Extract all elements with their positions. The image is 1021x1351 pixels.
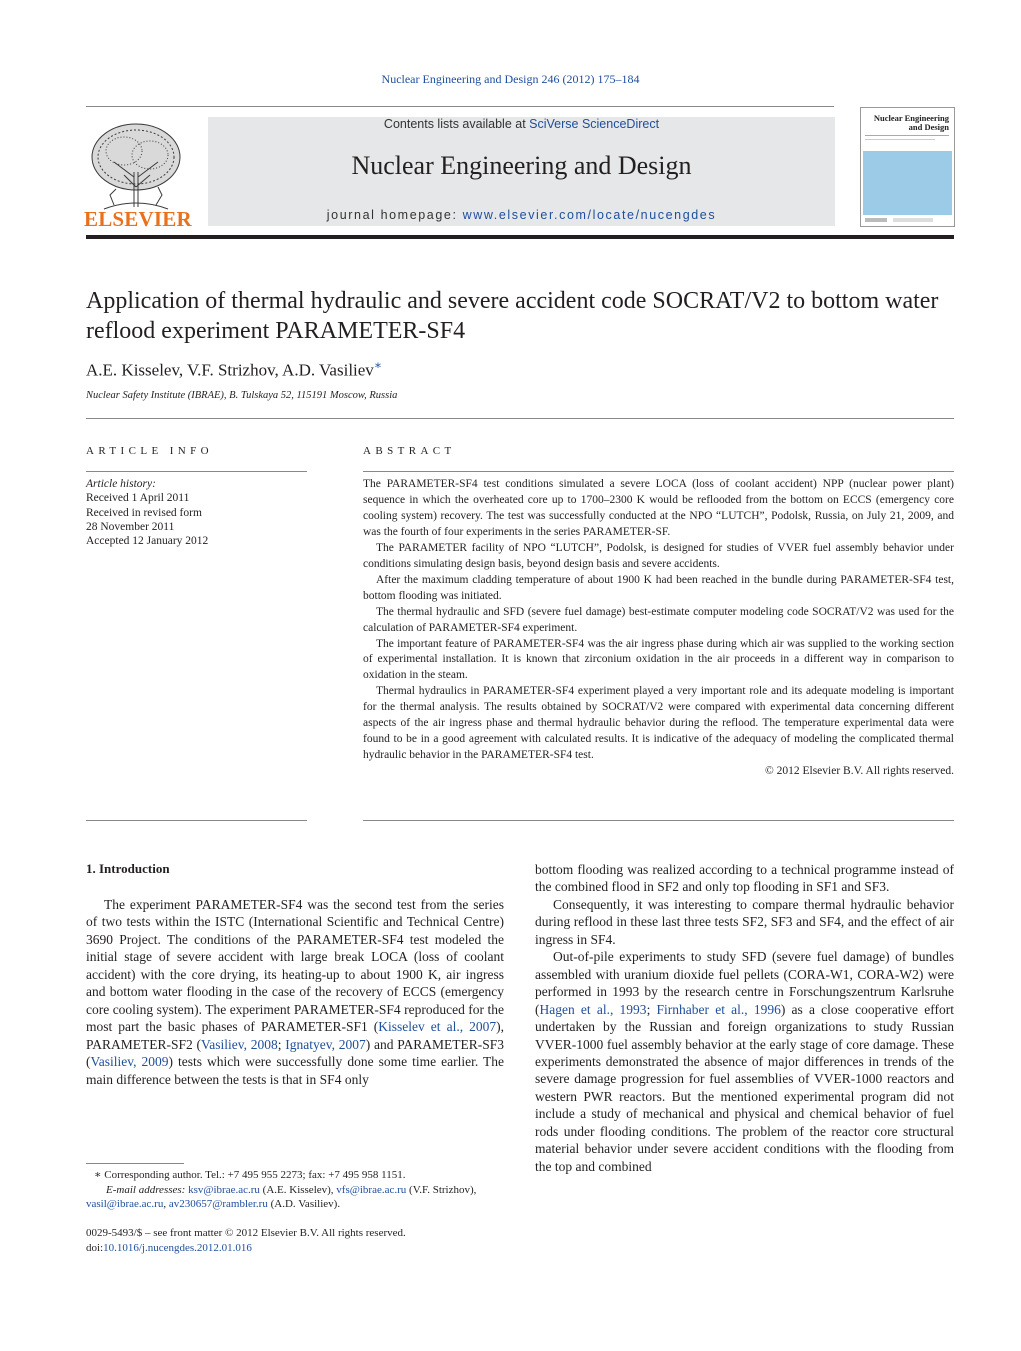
citation-link[interactable]: Kisselev et al., 2007: [378, 1019, 497, 1035]
email-addresses-cont: vasil@ibrae.ac.ru, av230657@rambler.ru (A.D. Vasiliev).: [86, 1198, 341, 1210]
corresponding-author-mark[interactable]: ∗: [373, 358, 382, 372]
affiliation: Nuclear Safety Institute (IBRAE), B. Tulskaya 52, 115191 Moscow, Russia: [86, 390, 398, 401]
article-history: [86, 477, 208, 548]
elsevier-wordmark: ELSEVIER: [84, 207, 192, 231]
email-link[interactable]: vfs@ibrae.ac.ru: [336, 1183, 407, 1196]
abstract-paragraph: The PARAMETER-SF4 test conditions simulated a severe LOCA (loss of coolant accident) NPP (nuclear power plant) sequence in which the overheated core up to 1700–2300 K would be reflooded from the bottom on ECCS (emergency core cooling system) recovery. The test was successfully conducted at the NPO “LUTCH”, Podolsk, Russia, on July 21, 2009, and was the fourth of four experiments in the series PARAMETER-SF.: [363, 478, 954, 538]
copyright-notice: © 2012 Elsevier B.V. All rights reserved.: [765, 765, 954, 778]
divider: [363, 820, 954, 821]
abstract-heading: ABSTRACT: [363, 445, 456, 457]
article-title: Application of thermal hydraulic and severe accident code SOCRAT/V2 to bottom water reflood experiment PARAMETER-SF4: [86, 288, 939, 344]
body-column-left: [86, 896, 504, 1088]
email-addresses: E-mail addresses: ksv@ibrae.ac.ru (A.E. Kisselev), vfs@ibrae.ac.ru (V.F. Strizhov),: [106, 1183, 477, 1196]
revised-label: Received in revised form: [86, 506, 202, 519]
abstract-body: [363, 477, 954, 780]
history-label: Article history:: [86, 478, 156, 490]
email-link[interactable]: av230657@rambler.ru: [168, 1198, 268, 1210]
journal-title: Nuclear Engineering and Design: [351, 151, 692, 180]
citation-link[interactable]: Firnhaber et al., 1996: [656, 1001, 781, 1017]
body-paragraph: bottom flooding was realized according to a technical programme instead of the combined flood in SF2 and only top flooding in SF1 and SF3.: [535, 862, 954, 895]
journal-cover-thumbnail: [860, 107, 955, 227]
doi-link[interactable]: 10.1016/j.nucengdes.2012.01.016: [103, 1241, 252, 1254]
corresponding-author-note: ∗ Corresponding author. Tel.: +7 495 955 2273; fax: +7 495 958 1151.: [94, 1169, 406, 1181]
abstract-paragraph: The thermal hydraulic and SFD (severe fuel damage) best-estimate computer modeling code SOCRAT/V2 was used for the calculation of PARAMETER-SF4 experiment.: [363, 605, 954, 634]
body-paragraph: The experiment PARAMETER-SF4 was the second test from the series of two tests within the ISTC (International Scientific and Technical Centre) 3690 Project. The conditions of the PARAMETER-SF4 test modeled the initial stage of severe accident with large break LOCA (loss of coolant accident) with the core drying, its heating-up to about 1900 K, air ingress and bottom water flooding in the case of the recovery of ECCS (emergency core cooling system). The experiment PARAMETER-SF4 reproduced for the most part the basic phases of PARAMETER-SF1 (Kisselev et al., 2007), PARAMETER-SF2 (Vasiliev, 2008; Ignatyev, 2007) and PARAMETER-SF3 (Vasiliev, 2009) tests which were successfully done some time earlier. The main difference between the tests is that in SF4 only: [86, 897, 504, 1087]
abstract-paragraph: Thermal hydraulics in PARAMETER-SF4 experiment played a very important role and its adequate modeling is important for the thermal analysis. The results obtained by SOCRAT/V2 were compared with experimental data concerning different aspects of the air ingress phase and thermal hydraulic behavior during the reflood. The temperature experimental data were found to be in a good agreement with calculated results. It is indicative of the adequacy of modeling the complicated thermal hydraulic behavior in the PARAMETER-SF4 test.: [363, 685, 954, 762]
email-link[interactable]: vasil@ibrae.ac.ru: [86, 1198, 164, 1210]
abstract-paragraph: The PARAMETER facility of NPO “LUTCH”, Podolsk, is designed for studies of VVER fuel assembly behavior under conditions simulating design basis, beyond design basis and severe accidents.: [363, 541, 954, 570]
cover-title: Nuclear Engineering and Design: [873, 113, 949, 132]
article-info-heading: ARTICLE INFO: [86, 445, 213, 457]
header-rule: [86, 106, 834, 107]
issn-line: 0029-5493/$ – see front matter © 2012 Elsevier B.V. All rights reserved.: [86, 1227, 406, 1239]
email-link[interactable]: ksv@ibrae.ac.ru: [188, 1183, 260, 1196]
citation-link[interactable]: Vasiliev, 2008: [201, 1036, 278, 1052]
abstract-paragraph: After the maximum cladding temperature of about 1900 K had been reached in the bundle during PARAMETER-SF4 test, bottom flooding was initiated.: [363, 573, 954, 602]
citation-link[interactable]: Ignatyev, 2007: [285, 1036, 366, 1052]
received-date: Received 1 April 2011: [86, 492, 190, 505]
divider: [86, 418, 954, 419]
contents-line: Contents lists available at SciVerse ScienceDirect: [383, 117, 660, 131]
journal-masthead: [208, 117, 835, 226]
sciencedirect-link[interactable]: SciVerse ScienceDirect: [529, 117, 660, 131]
divider: [86, 471, 307, 472]
journal-citation[interactable]: Nuclear Engineering and Design 246 (2012) 175–184: [381, 72, 640, 86]
accepted-date: Accepted 12 January 2012: [86, 535, 209, 548]
divider: [363, 471, 954, 472]
body-paragraph: Out-of-pile experiments to study SFD (severe fuel damage) of bundles assembled with uranium dioxide fuel pellets (CORA-W1, CORA-W2) were performed in 1993 by the research centre in Forschungszentrum Karlsruhe (Hagen et al., 1993; Firnhaber et al., 1996) as a close cooperative effort undertaken by the Russian and foreign organizations to study Russian VVER-1000 fuel assembly behavior at the early stage of core damage. These experiments demonstrated the absence of major differences in trends of the severe damage progression for fuel assemblies of VVER-1000 reactors and western PWR reactors. But the mentioned experimental program did not include a study of mechanical and physical and chemical behavior of fuel rods under flooding conditions. The problem of the reactor core structural material behavior under severe accident conditions with the flooding from the top and combined: [535, 949, 954, 1174]
author-list: A.E. Kisselev, V.F. Strizhov, A.D. Vasiliev∗: [86, 358, 382, 380]
abstract-paragraph: The important feature of PARAMETER-SF4 was the air ingress phase during which air was supplied to the working section of experimental installation. It is known that zirconium oxidation in the air proceeds in a different way in comparison to oxidation in the steam.: [363, 637, 954, 682]
header-thick-rule: [86, 235, 954, 239]
section-heading-introduction: 1. Introduction: [86, 861, 170, 876]
journal-homepage: journal homepage: www.elsevier.com/locate/nucengdes: [326, 208, 717, 222]
front-matter: [86, 1226, 406, 1255]
divider: [86, 820, 307, 821]
revised-date: 28 November 2011: [86, 520, 175, 533]
doi-line: doi:10.1016/j.nucengdes.2012.01.016: [86, 1241, 252, 1254]
footnote-rule: [86, 1163, 184, 1164]
citation-link[interactable]: Hagen et al., 1993: [539, 1001, 647, 1017]
homepage-link[interactable]: www.elsevier.com/locate/nucengdes: [462, 208, 717, 222]
cover-image: [863, 151, 952, 215]
citation-link[interactable]: Vasiliev, 2009: [90, 1054, 169, 1070]
body-column-right: [535, 861, 954, 1175]
footnote: [86, 1168, 504, 1212]
body-paragraph: Consequently, it was interesting to compare thermal hydraulic behavior during reflood in these last three tests SF2, SF3 and SF4, and the effect of air ingress in SF4.: [535, 896, 954, 947]
